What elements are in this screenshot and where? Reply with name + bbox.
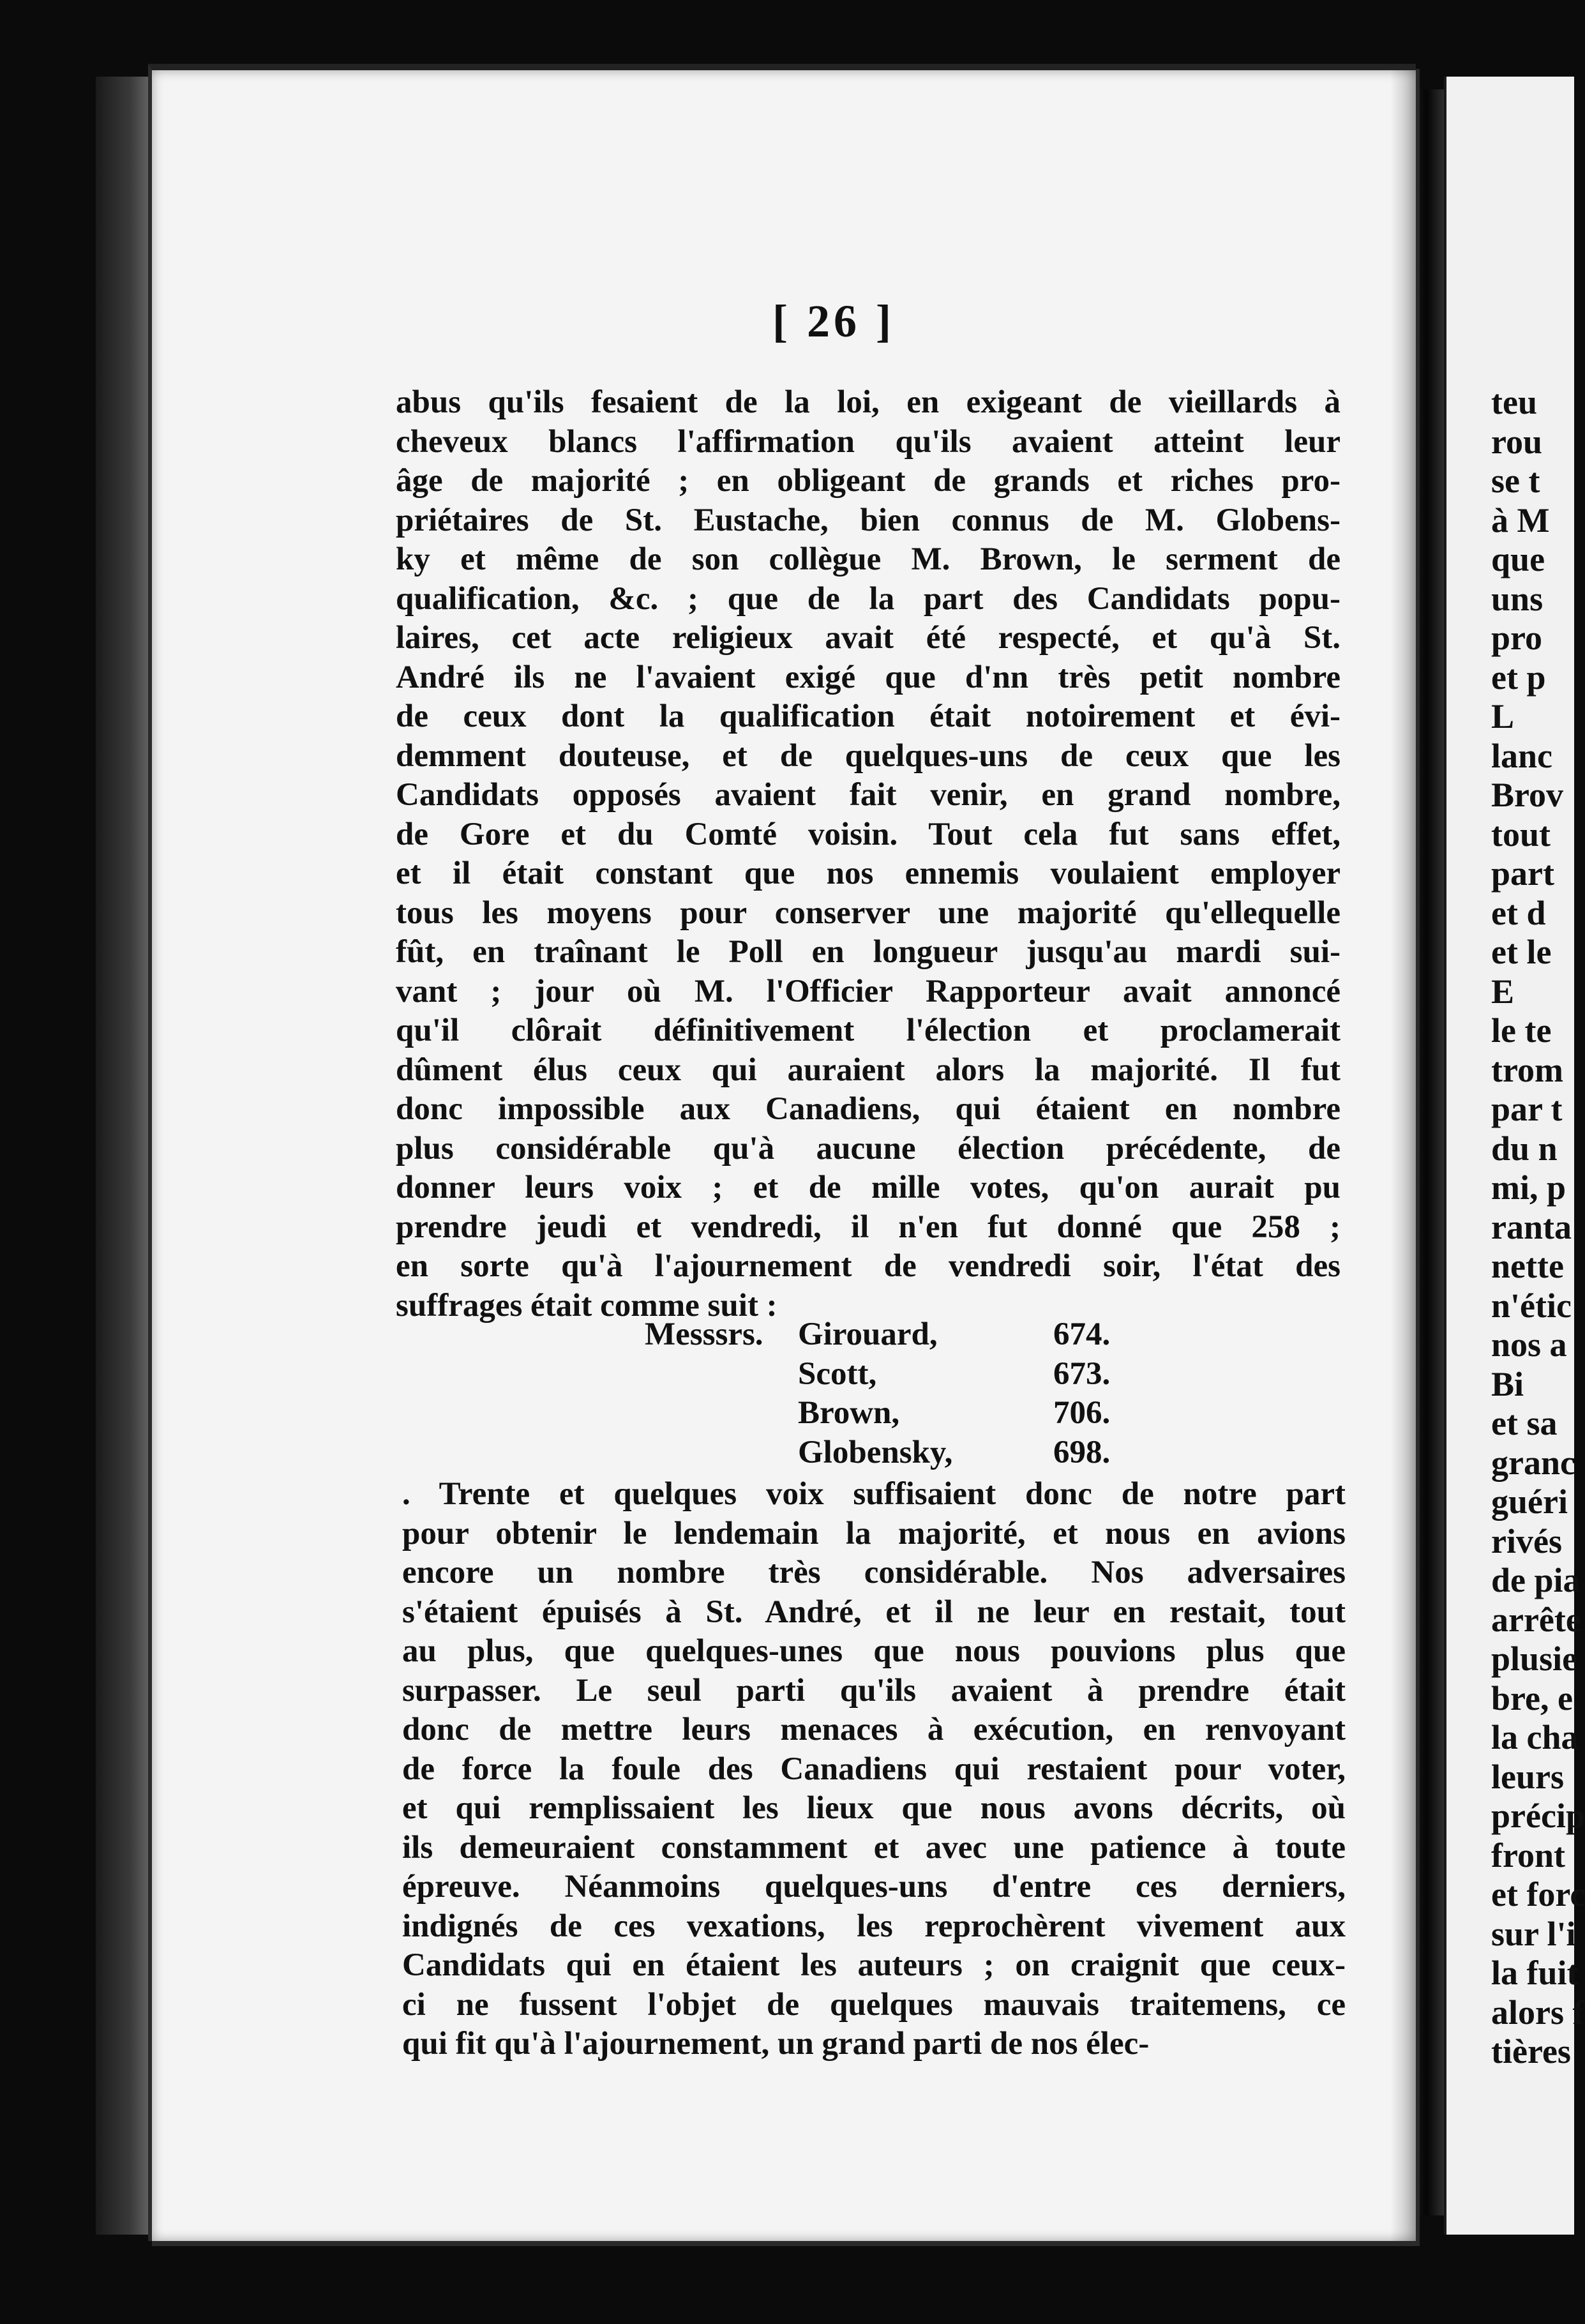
- text-line: tous les moyens pour conserver une majorité qu'ellequelle: [396, 894, 1341, 931]
- poll-results: [645, 1315, 1143, 1472]
- text-line: qualification, &c. ; que de la part des Candidats popu-: [396, 580, 1341, 617]
- text-line: de ceux dont la qualification était notoirement et évi-: [396, 698, 1341, 734]
- text-line: et il était constant que nos ennemis voulaient employer: [396, 856, 1341, 891]
- adjacent-page-fragment: rou: [1491, 422, 1543, 461]
- adjacent-page-fragment: trom: [1491, 1050, 1563, 1089]
- adjacent-page: [1444, 77, 1585, 2235]
- text-line: et qui remplissaient les lieux que nous avons décrits, où: [402, 1790, 1346, 1826]
- adjacent-page-fragment: que: [1491, 540, 1545, 578]
- poll-row: [645, 1315, 1143, 1355]
- text-line: pour obtenir le lendemain la majorité, et nous en avions: [402, 1515, 1346, 1551]
- adjacent-page-fragment: n'étic: [1491, 1286, 1572, 1325]
- candidate-votes: 674.: [1053, 1317, 1111, 1352]
- candidate-votes: 698.: [1053, 1434, 1111, 1470]
- candidate-votes: 673.: [1053, 1355, 1111, 1392]
- text-line: ky et même de son collègue M. Brown, le serment de: [396, 541, 1341, 577]
- poll-row: [645, 1355, 1143, 1394]
- text-line: suffrages était comme suit :: [396, 1287, 777, 1324]
- text-line: âge de majorité ; en obligeant de grands et riches pro-: [396, 463, 1341, 499]
- candidate-name: Brown,: [798, 1395, 900, 1431]
- poll-prefix: Messsrs.: [645, 1317, 763, 1352]
- text-line: plus considérable qu'à aucune élection précédente, de: [396, 1130, 1341, 1166]
- text-line: de Gore et du Comté voisin. Tout cela fut sans effet,: [396, 816, 1341, 852]
- adjacent-page-fragment: se t: [1491, 462, 1540, 500]
- adjacent-page-fragment: arrête: [1491, 1600, 1581, 1639]
- adjacent-page-fragment: et d: [1491, 893, 1546, 932]
- poll-prefix: [645, 1355, 798, 1394]
- text-line: priétaires de St. Eustache, bien connus de M. Globens-: [396, 502, 1341, 538]
- adjacent-page-fragment: du n: [1491, 1129, 1558, 1168]
- text-line: surpasser. Le seul parti qu'ils avaient à prendre était: [402, 1672, 1346, 1709]
- adjacent-page-fragment: et sa: [1491, 1404, 1558, 1442]
- poll-row: [645, 1394, 1143, 1433]
- text-line: laires, cet acte religieux avait été respecté, et qu'à St.: [396, 620, 1341, 656]
- adjacent-page-fragment: sur l'i: [1491, 1914, 1576, 1953]
- adjacent-page-fragment: la fuit: [1491, 1954, 1579, 1992]
- candidate-name: Scott,: [798, 1355, 877, 1392]
- text-line: donc de mettre leurs menaces à exécution, en renvoyant: [402, 1712, 1346, 1747]
- adjacent-page-fragment: rivés: [1491, 1521, 1562, 1560]
- text-line: de force la foule des Canadiens qui restaient pour voter,: [402, 1751, 1346, 1787]
- text-line: qui fit qu'à l'ajournement, un grand parti de nos élec-: [402, 2026, 1150, 2062]
- adjacent-page-fragment: L: [1491, 697, 1515, 736]
- adjacent-page-fragment: Bi: [1491, 1364, 1524, 1403]
- text-line: vant ; jour où M. l'Officier Rapporteur avait annoncé: [396, 973, 1341, 1009]
- adjacent-page-fragment: bre, e: [1491, 1679, 1573, 1717]
- text-line: donc impossible aux Canadiens, qui étaient en nombre: [396, 1091, 1341, 1127]
- adjacent-page-fragment: ranta: [1491, 1207, 1572, 1246]
- text-line: encore un nombre très considérable. Nos adversaires: [402, 1555, 1346, 1590]
- adjacent-page-fragment: la cha: [1491, 1718, 1579, 1756]
- adjacent-page-fragment: le te: [1491, 1011, 1552, 1050]
- adjacent-page-fragment: E: [1491, 972, 1515, 1011]
- text-line: dûment élus ceux qui auraient alors la majorité. Il fut: [396, 1052, 1341, 1088]
- poll-prefix: [645, 1433, 798, 1473]
- adjacent-page-fragment: alors f: [1491, 1993, 1584, 2032]
- adjacent-page-fragment: nette: [1491, 1247, 1564, 1285]
- text-line: en sorte qu'à l'ajournement de vendredi soir, l'état des: [396, 1248, 1341, 1284]
- text-line: s'étaient épuisés à St. André, et il ne leur en restait, tout: [402, 1594, 1346, 1630]
- adjacent-page-fragment: granc: [1491, 1443, 1575, 1482]
- text-line: au plus, que quelques-unes que nous pouvions plus que: [402, 1633, 1346, 1669]
- text-line: donner leurs voix ; et de mille votes, qu'on aurait pu: [396, 1170, 1341, 1205]
- adjacent-page-fragment: tières: [1491, 2032, 1571, 2071]
- adjacent-page-fragment: guéri: [1491, 1483, 1568, 1521]
- poll-prefix: [645, 1394, 798, 1433]
- adjacent-page-fragment: par t: [1491, 1090, 1563, 1128]
- text-line: qu'il clôrait définitivement l'élection et proclamerait: [396, 1013, 1341, 1048]
- adjacent-page-fragment: plusie: [1491, 1640, 1578, 1678]
- text-line: ils demeuraient constamment et avec une patience à toute: [402, 1829, 1346, 1866]
- page-number: [ 26 ]: [772, 296, 895, 347]
- text-line: . Trente et quelques voix suffisaient donc de notre part: [402, 1476, 1346, 1512]
- adjacent-page-fragment: précip: [1491, 1797, 1585, 1835]
- adjacent-page-fragment: Brov: [1491, 776, 1564, 814]
- adjacent-page-fragment: mi, p: [1491, 1168, 1566, 1207]
- adjacent-page-fragment: lanc: [1491, 736, 1553, 775]
- adjacent-page-fragment: et le: [1491, 933, 1552, 971]
- adjacent-page-fragment: teu: [1491, 383, 1537, 421]
- adjacent-page-fragment: front: [1491, 1836, 1565, 1875]
- adjacent-page-fragment: nos a: [1491, 1325, 1567, 1364]
- paragraph-2: [402, 1475, 1346, 2064]
- text-line: cheveux blancs l'affirmation qu'ils avaient atteint leur: [396, 423, 1341, 460]
- adjacent-page-fragment: uns: [1491, 579, 1544, 618]
- candidate-votes: 706.: [1053, 1395, 1111, 1431]
- adjacent-page-fragment: tout: [1491, 815, 1551, 854]
- text-line: prendre jeudi et vendredi, il n'en fut donné que 258 ;: [396, 1209, 1341, 1245]
- adjacent-page-fragment: leurs: [1491, 1757, 1564, 1796]
- paragraph-1: [396, 383, 1341, 1325]
- text-line: Candidats qui en étaient les auteurs ; on craignit que ceux-: [402, 1947, 1346, 1983]
- text-line: Candidats opposés avaient fait venir, en grand nombre,: [396, 777, 1341, 813]
- candidate-name: Girouard,: [798, 1317, 938, 1352]
- text-line: fût, en traînant le Poll en longueur jusqu'au mardi sui-: [396, 934, 1341, 970]
- candidate-name: Globensky,: [798, 1434, 953, 1470]
- adjacent-page-fragment: de pia: [1491, 1561, 1581, 1599]
- text-line: ci ne fussent l'objet de quelques mauvais traitemens, ce: [402, 1986, 1346, 2023]
- text-line: épreuve. Néanmoins quelques-uns d'entre ces derniers,: [402, 1869, 1346, 1905]
- adjacent-page-fragment: part: [1491, 854, 1554, 893]
- page-edge-shadow: [96, 77, 153, 2235]
- text-line: demment douteuse, et de quelques-uns de ceux que les: [396, 737, 1341, 774]
- poll-row: [645, 1433, 1143, 1473]
- text-line: indignés de ces vexations, les reprochèrent vivement aux: [402, 1908, 1346, 1944]
- adjacent-page-fragment: et p: [1491, 658, 1546, 697]
- adjacent-page-fragment: et forc: [1491, 1875, 1585, 1913]
- adjacent-page-fragment: pro: [1491, 619, 1543, 657]
- adjacent-page-fragment: à M: [1491, 501, 1550, 540]
- text-line: André ils ne l'avaient exigé que d'nn très petit nombre: [396, 659, 1341, 695]
- text-line: abus qu'ils fesaient de la loi, en exigeant de vieillards à: [396, 384, 1341, 420]
